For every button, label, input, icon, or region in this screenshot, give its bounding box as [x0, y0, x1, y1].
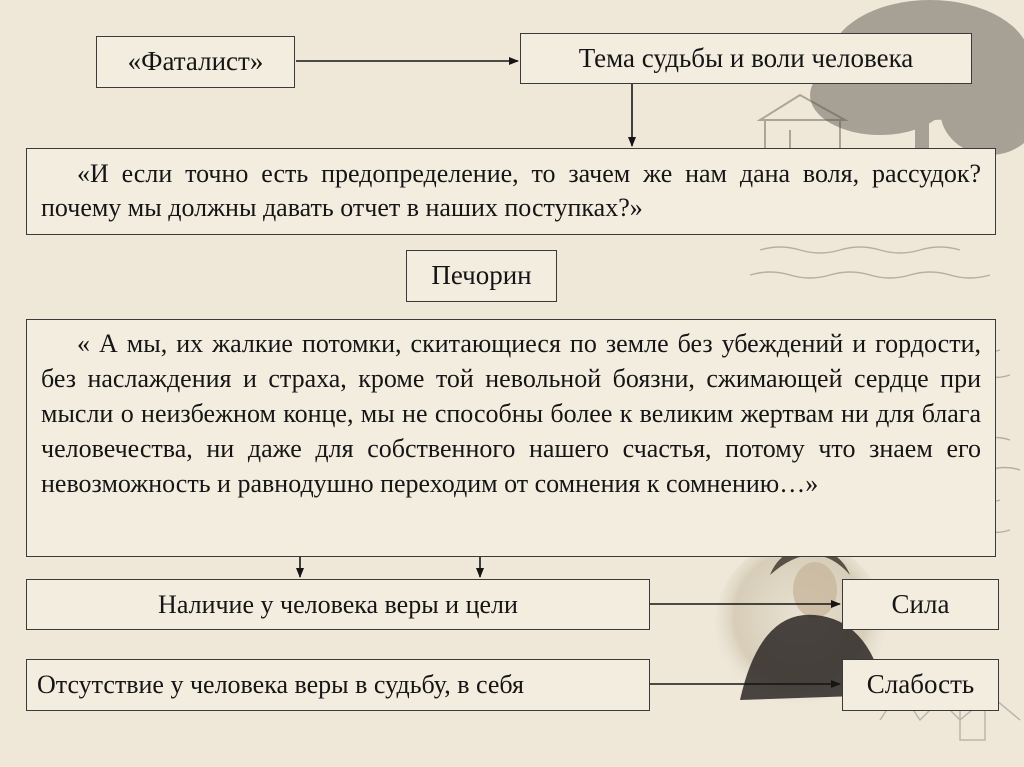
quote-pechorin-text: « А мы, их жалкие потомки, скитающиеся по земле без убеждений и гордости, без наслаждения и страха, кроме той невольной боязни, сжимающей сердце при мысли о неизбежном конце, мы не способны более к великим жертвам ни для блага человечества, ни даже для собственного нашего счастья, потому что знаем его невозможность и равнодушно переходим от сомнения к сомнению…»: [41, 329, 981, 499]
weakness-box: [842, 659, 999, 711]
quote-pechorin-box: [26, 319, 996, 557]
strength-label: Сила: [891, 588, 950, 619]
weakness-label: Слабость: [866, 669, 975, 700]
faith-presence-box: [26, 579, 650, 630]
faith-absence-label: Отсутствие у человека веры в судьбу, в себя: [37, 670, 524, 700]
quote-fatalist-text: «И если точно есть предопределение, то зачем же нам дана воля, рассудок? почему мы должны давать отчет в наших поступках?»: [41, 159, 981, 222]
faith-presence-label: Наличие у человека веры и цели: [158, 589, 518, 619]
pechorin-box: [406, 250, 557, 302]
faith-absence-box: [26, 659, 650, 711]
fatalist-label: «Фаталист»: [127, 46, 264, 77]
fatalist-box: [96, 36, 295, 88]
strength-box: [842, 579, 999, 630]
quote-fatalist-box: [26, 148, 996, 235]
theme-box: [520, 33, 972, 84]
pechorin-label: Печорин: [431, 260, 532, 291]
theme-label: Тема судьбы и воли человека: [578, 42, 914, 73]
